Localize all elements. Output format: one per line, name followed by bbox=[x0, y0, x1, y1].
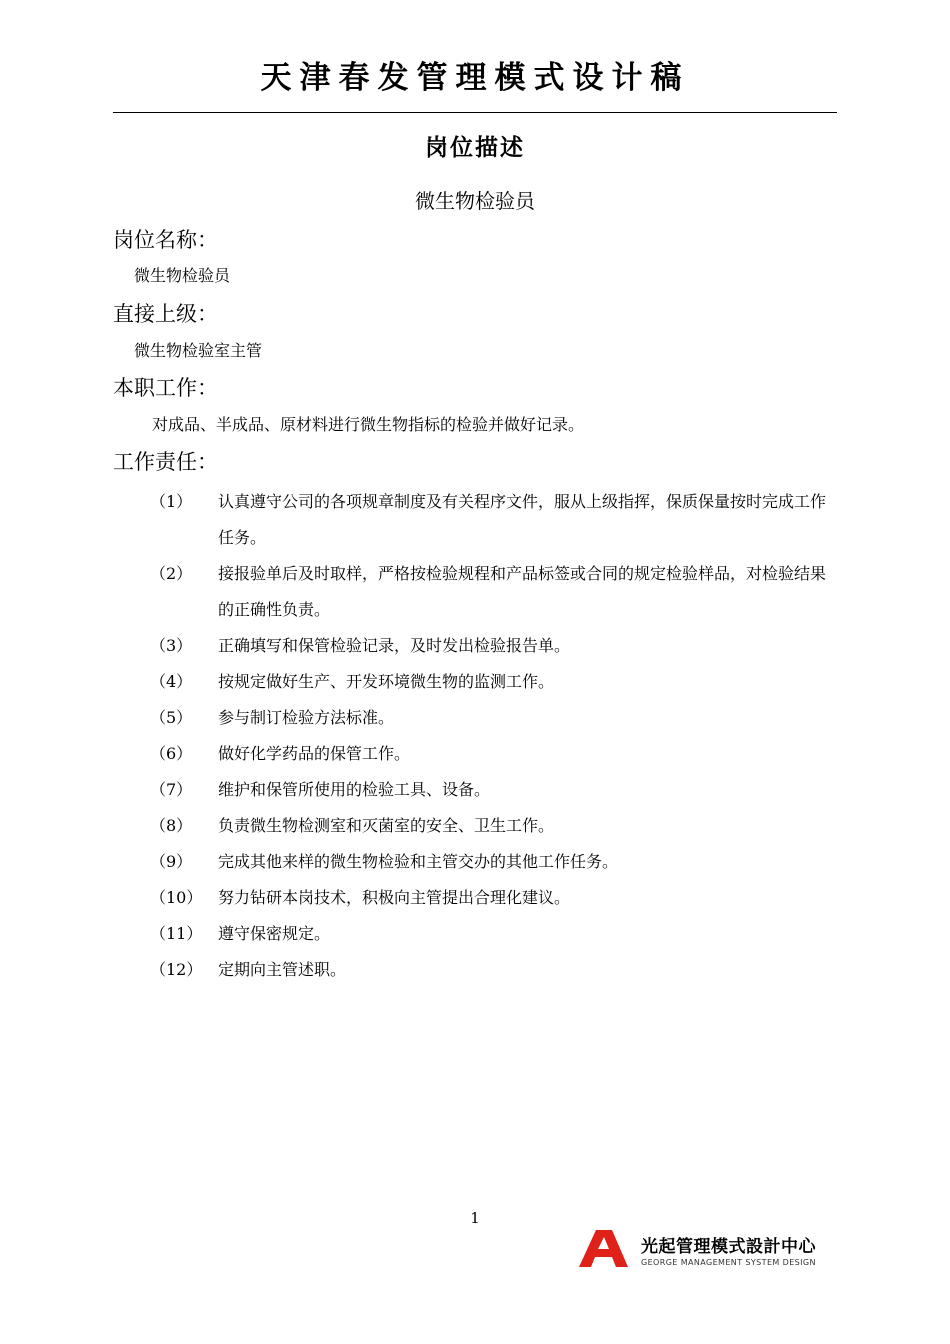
list-item bbox=[150, 808, 850, 844]
job-summary-heading: 本职工作： bbox=[113, 376, 218, 400]
document-subtitle: 微生物检验员 bbox=[415, 189, 535, 213]
document-title: 岗位描述 bbox=[425, 135, 525, 161]
position-name-heading: 岗位名称： bbox=[113, 228, 218, 252]
list-item bbox=[150, 484, 850, 556]
item-number: （9） bbox=[150, 852, 193, 871]
item-number: （5） bbox=[150, 708, 193, 727]
position-name-value: 微生物检验员 bbox=[134, 266, 231, 285]
item-text: 参与制订检验方法标准。 bbox=[218, 708, 395, 727]
item-text: 按规定做好生产、开发环境微生物的监测工作。 bbox=[218, 672, 555, 691]
list-item bbox=[150, 736, 850, 772]
responsibilities-heading: 工作责任： bbox=[113, 450, 218, 474]
list-item bbox=[150, 844, 850, 880]
item-number: （6） bbox=[150, 744, 193, 763]
item-number: （2） bbox=[150, 564, 193, 583]
list-item bbox=[150, 880, 850, 916]
item-text: 做好化学药品的保管工作。 bbox=[218, 744, 411, 763]
list-item bbox=[150, 700, 850, 736]
item-text: 遵守保密规定。 bbox=[218, 924, 331, 943]
logo-chinese-text: 光起管理模式設計中心 bbox=[641, 1237, 816, 1257]
item-text: 维护和保管所使用的检验工具、设备。 bbox=[218, 780, 491, 799]
list-item bbox=[150, 916, 850, 952]
logo-a-icon bbox=[574, 1228, 634, 1268]
logo-english-text: GEORGE MANAGEMENT SYSTEM DESIGN bbox=[641, 1258, 816, 1267]
item-text: 认真遵守公司的各项规章制度及有关程序文件，服从上级指挥，保质保量按时完成工作任务。 bbox=[218, 492, 827, 547]
item-number: （8） bbox=[150, 816, 193, 835]
header-title: 天津春发管理模式设计稿 bbox=[260, 60, 690, 96]
list-item bbox=[150, 952, 850, 988]
job-summary-value: 对成品、半成品、原材料进行微生物指标的检验并做好记录。 bbox=[152, 415, 585, 434]
footer-logo bbox=[574, 1227, 844, 1272]
item-text: 正确填写和保管检验记录，及时发出检验报告单。 bbox=[218, 636, 571, 655]
item-number: （10） bbox=[150, 888, 203, 907]
item-number: （11） bbox=[150, 924, 203, 943]
item-text: 努力钻研本岗技术，积极向主管提出合理化建议。 bbox=[218, 888, 571, 907]
header-divider bbox=[113, 112, 837, 113]
page-number: 1 bbox=[470, 1209, 480, 1227]
supervisor-heading: 直接上级： bbox=[113, 302, 218, 326]
list-item bbox=[150, 628, 850, 664]
item-text: 完成其他来样的微生物检验和主管交办的其他工作任务。 bbox=[218, 852, 619, 871]
item-number: （12） bbox=[150, 960, 203, 979]
item-text: 负责微生物检测室和灭菌室的安全、卫生工作。 bbox=[218, 816, 555, 835]
supervisor-value: 微生物检验室主管 bbox=[134, 341, 263, 360]
item-text: 定期向主管述职。 bbox=[218, 960, 347, 979]
list-item bbox=[150, 772, 850, 808]
item-number: （7） bbox=[150, 780, 193, 799]
list-item bbox=[150, 556, 850, 628]
item-number: （1） bbox=[150, 492, 193, 511]
responsibilities-list bbox=[150, 484, 850, 988]
item-text: 接报验单后及时取样，严格按检验规程和产品标签或合同的规定检验样品，对检验结果的正确性负责。 bbox=[218, 564, 827, 619]
list-item bbox=[150, 664, 850, 700]
item-number: （3） bbox=[150, 636, 193, 655]
item-number: （4） bbox=[150, 672, 193, 691]
